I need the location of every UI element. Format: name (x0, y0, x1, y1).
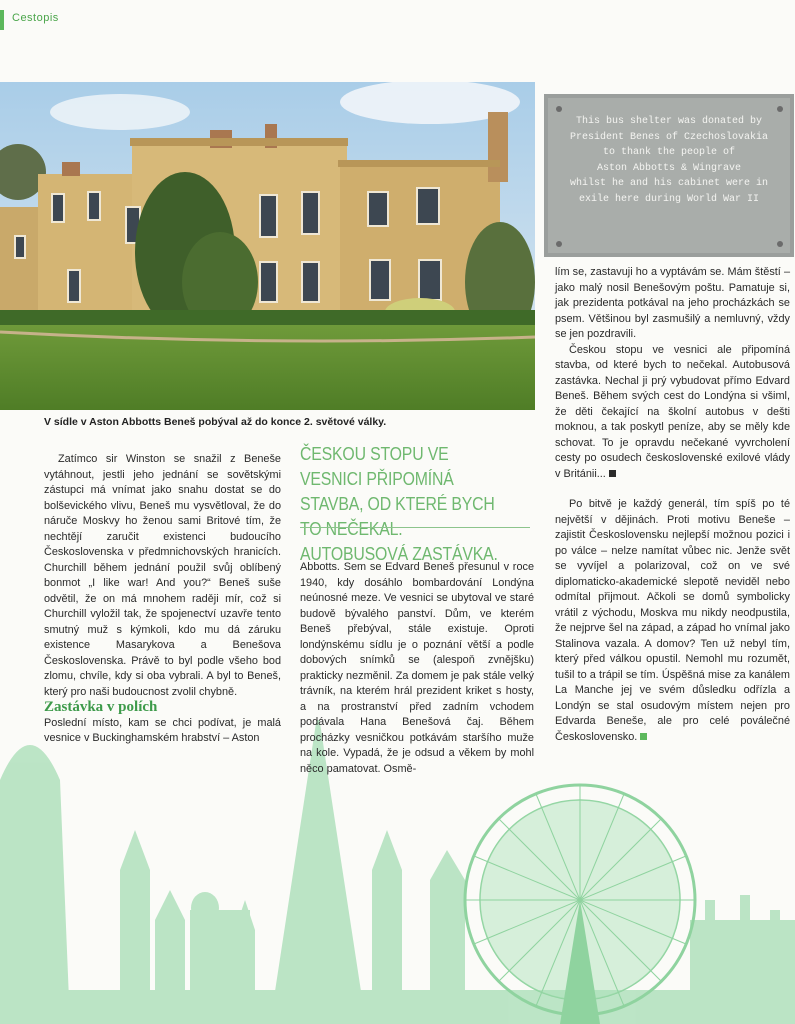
manor-house-photo (0, 82, 535, 410)
paragraph-with-end (555, 497, 790, 745)
plaque-line: to thank the people of (602, 147, 736, 158)
paragraph: Abbotts. Sem se Edvard Beneš přesunul v roce 1940, kdy dosáhlo bombardování Londýna neúnosné meze. Ve vesnici se ubytoval ve staré budově bývalého panství. Dům, ve kterém Beneš přebýval, stále existuje. Oproti londýnskému sídlu je o poznání větší a podle dobových snímků se (alespoň zvnějšku) prakticky nezměnil. Za domem je pak stále velký trávník, na kterém hrál prezident kriket s hosty, a na prostranství před zadním vchodem podávala Hana Benešová čaj. Během procházky vesničkou potkávám staršího muže na kole. Vypadá, že je odsud a věkem by mohl něco pamatovat. Osmě- (300, 561, 534, 775)
paragraph: Českou stopu ve vesnici ale připomíná stavba, od které bych to nečekal. Autobusová zastávka. Nechal ji prý vybudovat přímo Edvard Beneš. Během svých cest do Londýna si všiml, že děti čekající na školní autobus v dešti moknou, a tak poskytl peníze, aby se měly kde schovat. To je opravdu nečekané vyvrcholení cesty po osudech československé exilové vlády v Británii... (555, 343, 790, 480)
paragraph: lím se, zastavuji ho a vyptávám se. Mám štěstí – jako malý nosil Benešovým poštu. Pamatuje si, jak prezidenta potkával na jeho procházkách se psem. Většinou byl zasmušilý a nemluvný, vždy se jen pozdravili. (555, 266, 790, 340)
pull-quote-rule (300, 527, 530, 528)
photo-caption: V sídle v Aston Abbotts Beneš pobýval až do konce 2. světové války. (44, 416, 387, 428)
paragraph-with-end (555, 343, 790, 483)
paragraph: Poslední místo, kam se chci podívat, je malá vesnice v Buckinghamském hrabství – Aston (44, 716, 281, 744)
article-column-2 (300, 560, 534, 777)
end-mark-icon (609, 470, 616, 477)
pull-quote: ČESKOU STOPU VE VESNICI PŘIPOMÍNÁ STAVBA, OD KTERÉ BYCH TO NEČEKAL. AUTOBUSOVÁ ZASTÁVKA. (300, 444, 498, 564)
plaque-photo (544, 94, 794, 257)
plaque-line: whilst he and his cabinet were in (569, 178, 769, 189)
paragraph: Po bitvě je každý generál, tím spíš po té největší v dějinách. Proti motivu Beneše – zajistit Československu nejlepší možnou pozici i po válce – nelze namítat vůbec nic. Jenže svět se vyvíjel a polarizoval, což on ve své diplomaticko-akademické slepotě neviděl nebo odmítal přijmout. Ačkoli se domů symbolicky vrátil z východu, Moskva mu nikdy neodpustila, že nejprve šel na západ, a západ ho vnímal jako Stalinova vazala. A domov? Ten už nebyl tím, který před válkou opustil. Nemohl mu rozumět, tušil to a trápil se tím. Úspěšná mise za kanálem La Manche jej ve svém důsledku odřízla a Londýn se stal osudovým místem nejen pro Edvarda Beneše, ale pro celé poválečné Československo. (555, 498, 790, 743)
end-mark-icon (640, 733, 647, 740)
plaque-line: This bus shelter was donated by (575, 116, 763, 127)
article-column-3 (555, 265, 790, 745)
subheading-zastavka-v-polich: Zastávka v polích (44, 699, 158, 715)
plaque-line: President Benes of Czechoslovakia (569, 131, 769, 143)
section-marker (0, 10, 4, 30)
section-label: Cestopis (12, 12, 59, 24)
plaque-inscription (554, 114, 784, 207)
article-column-1 (44, 452, 281, 747)
paragraph: Zatímco sir Winston se snažil z Beneše vytáhnout, jestli jeho jednání se sovětskými zástupci má vnímat jako snahu dostat se do bolševického vlivu, Beneš mu vysvětloval, že do náruče Moskvy ho ženou sami Britové tím, že nechtějí zaručit existenci budoucího Československa v předmnichovských hranicích. Churchill během jednání použil svůj oblíbený bonmot „I like war! And you?“ Beneš suše odvětil, že on má mnohem raději mír, což si Churchill vyložil tak, že spojenectví uzavře tento smutný muž s kýmkoli, kdo mu dá záruku existence Masarykova a Benešova Československa. Právě to byl podle všeho bod zlomu, chvíle, kdy si oba vybrali. A byl to Beneš, který pro naši budoucnost zvolil chybně. (44, 453, 281, 698)
plaque-line: Aston Abbotts & Wingrave (596, 162, 742, 174)
plaque-line: exile here during World War II (578, 193, 760, 205)
